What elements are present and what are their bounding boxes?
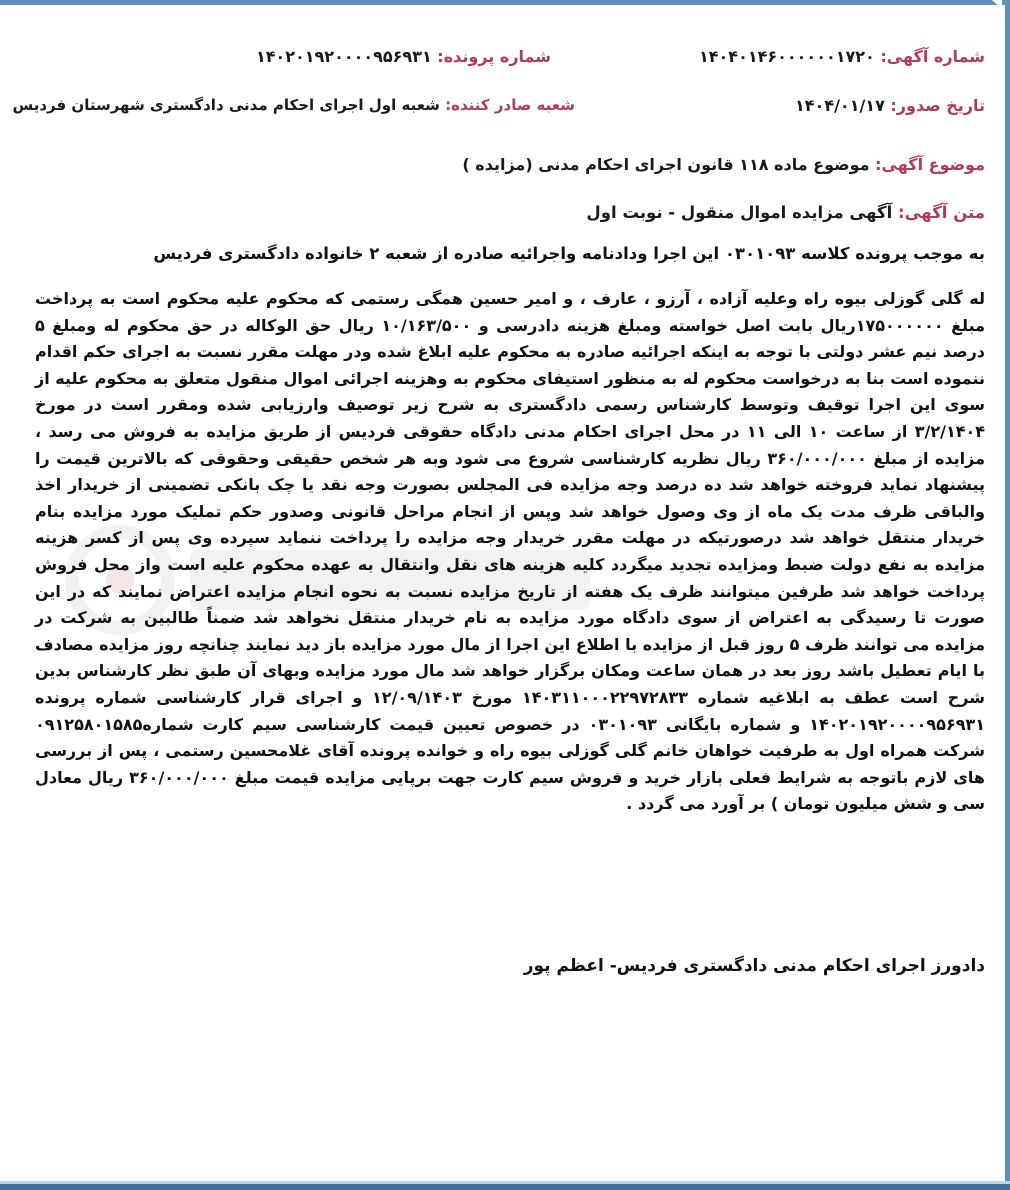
issuing-branch: شعبه اول اجرای احکام مدنی دادگستری شهرستان فردیس — [12, 96, 440, 114]
notice-text-label: متن آگهی: — [898, 203, 985, 222]
issue-date-label: تاریخ صدور: — [890, 96, 985, 115]
issuing-branch-row — [13, 96, 576, 114]
notice-number-label: شماره آگهی: — [880, 47, 985, 66]
case-number-row — [256, 47, 551, 66]
intro-line: به موجب پرونده کلاسه ۰۳۰۱۰۹۳ این اجرا ودادنامه واجرائیه صادره از شعبه ۲ خانواده دادگستری فردیس — [153, 244, 985, 263]
notice-text-value: آگهی مزایده اموال منقول - نوبت اول — [586, 203, 893, 222]
window-bottom-border — [0, 1184, 1010, 1190]
window-right-border — [1005, 0, 1010, 1190]
notice-number-row — [699, 47, 985, 66]
notice-number: ۱۴۰۴۰۱۴۶۰۰۰۰۰۰۱۷۲۰ — [699, 47, 875, 66]
notice-text-row — [586, 203, 985, 222]
case-number-label: شماره پرونده: — [437, 47, 551, 66]
case-number: ۱۴۰۲۰۱۹۲۰۰۰۰۹۵۶۹۳۱ — [255, 47, 432, 66]
subject-row — [462, 155, 985, 174]
notice-body — [35, 286, 985, 818]
issue-date-row — [795, 96, 985, 115]
issue-date: ۱۴۰۴/۰۱/۱۷ — [795, 96, 885, 115]
signature: دادورز اجرای احکام مدنی دادگستری فردیس- اعظم پور — [523, 956, 985, 976]
notice-body-paragraph: له گلی گوزلی بیوه راه وعلیه آزاده ، آرزو ، عارف ، و امیر حسین همگی رستمی که محکوم علیه محکوم است به پرداخت مبلغ ۱۷۵۰۰۰۰۰۰ریال بابت اصل خواسته ومبلغ هزینه دادرسی و ۱۰/۱۶۳/۵۰۰ ریال حق الوکاله در حق محکوم له ومبلغ ۵ درصد نیم عشر دولتی با توجه به اینکه اجرائیه صادره به محکوم علیه ابلاغ شده ودر مهلت مقرر نسبت به اجرای حکم اقدام ننموده است بنا به درخواست محکوم له به منظور استیفای محکوم به وهزینه اجرائی اموال منقول متعلق به محکوم علیه از سوی این اجرا توقیف وتوسط کارشناس رسمی دادگستری به شرح زیر توصیف وارزیابی شده ومقرر است در مورخ ۳/۲/۱۴۰۴ از ساعت ۱۰ الی ۱۱ در محل اجرای احکام مدنی دادگاه حقوقی فردیس از طریق مزایده به فروش می رسد ، مزایده از مبلغ ۳۶۰/۰۰۰/۰۰۰ ریال نظریه کارشناسی شروع می شود وبه هر شخص حقیقی وحقوقی که بالاترین قیمت را پیشنهاد نماید فروخته خواهد شد ده درصد وجه مزایده فی المجلس بصورت وجه نقد یا چک بانکی تضمینی از خریدار اخذ والباقی ظرف مدت یک ماه از وی وصول خواهد شد وپس از انجام مراحل قانونی وصدور حکم تملیک مورد مزایده بنام خریدار منتقل خواهد شد درصورتیکه در مهلت مقرر خریدار وجه مزایده را پرداخت ننماید سپرده وی پس از کسر هزینه مزایده به نفع دولت ضبط ومزایده تجدید میگردد کلیه هزینه های نقل وانتقال به عهده محکوم علیه است واز محل فروش پرداخت خواهد شد طرفین میتوانند ظرف یک هفته از تاریخ مزایده نسبت به نحوه انجام مزایده اعتراض نمایند که در این صورت تا رسیدگی به اعتراض از سوی دادگاه مورد مزایده به نام خریدار منتقل نخواهد شد ضمناً طالبین به شرکت در مزایده می توانند ظرف ۵ روز قبل از مزایده با اطلاع این اجرا از مال مورد مزایده باز دید نمایند چنانچه روز مزایده مصادف با ایام تعطیل باشد روز بعد در همان ساعت ومکان برگزار خواهد شد مال مورد مزایده وبهای آن طبق نظر کارشناس بدین شرح است عطف به ابلاغیه شماره ۱۴۰۳۱۱۰۰۰۲۲۹۷۲۸۳۳ مورخ ۱۲/۰۹/۱۴۰۳ و اجرای قرار کارشناسی شماره پرونده ۱۴۰۲۰۱۹۲۰۰۰۰۹۵۶۹۳۱ و شماره بایگانی ۰۳۰۱۰۹۳ در خصوص تعیین قیمت کارشناسی سیم کارت شماره۰۹۱۲۵۸۰۱۵۸۵ شرکت همراه اول به طرفیت خواهان خانم گلی گوزلی بیوه راه و خوانده پرونده آقای غلامحسین رستمی ، پس از بررسی های لازم باتوجه به شرایط فعلی بازار خرید و فروش سیم کارت جهت برپایی مزایده قیمت مبلغ ۳۶۰/۰۰۰/۰۰۰ ریال معادل سی و شش میلیون تومان ) بر آورد می گردد . — [35, 289, 986, 814]
subject-value: موضوع ماده ۱۱۸ قانون اجرای احکام مدنی (مزایده ) — [462, 155, 870, 174]
issuing-branch-label: شعبه صادر کننده: — [445, 96, 575, 114]
subject-label: موضوع آگهی: — [875, 155, 985, 174]
